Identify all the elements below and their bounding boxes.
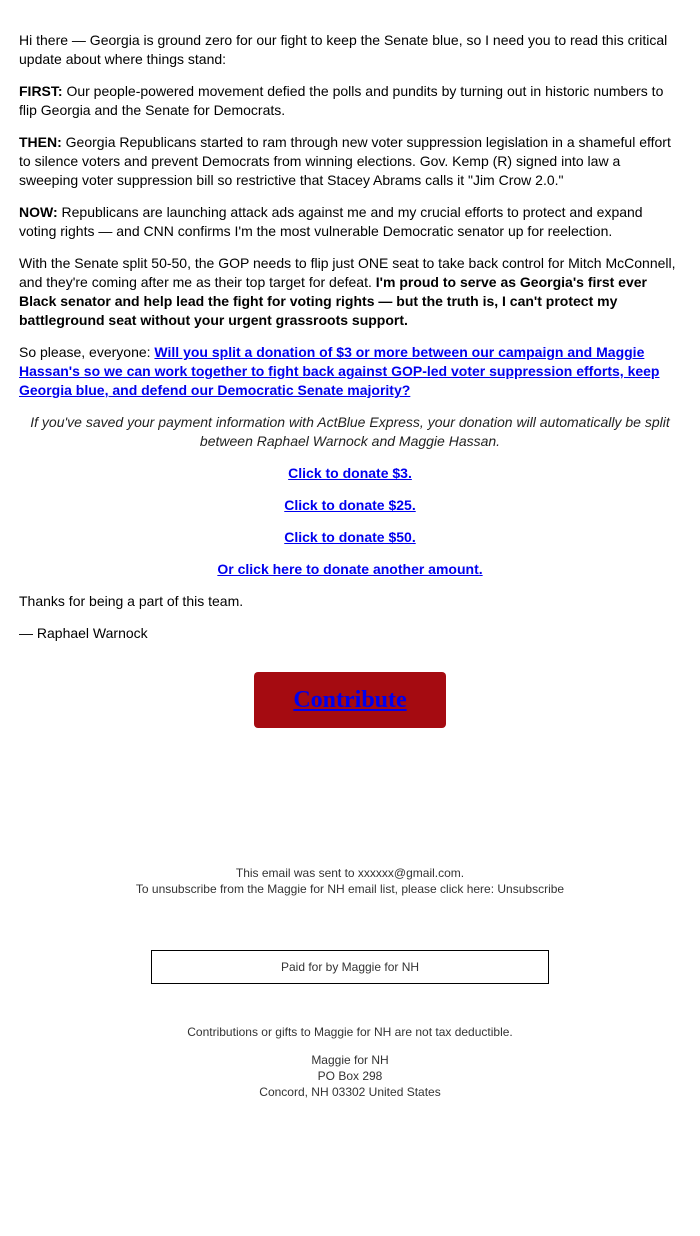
ask-text: So please, everyone:	[19, 344, 155, 360]
greeting-paragraph: Hi there — Georgia is ground zero for our fight to keep the Senate blue, so I need you to read this critical update about where things stand:	[19, 32, 668, 67]
thanks-line: Thanks for being a part of this team.	[19, 593, 244, 609]
split-donation-link[interactable]: Will you split a donation of $3 or more between our campaign and Maggie Hassan's so we can work together to fight back against GOP-led voter suppression efforts, keep Georgia blue, and defend our Democratic Senate majority?	[19, 344, 660, 398]
donate-row-25	[19, 496, 681, 515]
paid-for-box: Paid for by Maggie for NH	[151, 950, 549, 984]
now-text: Republicans are launching attack ads against me and my crucial efforts to protect and expand voting rights — and CNN confirms I'm the most vulnerable Democratic senator up for reelection.	[19, 204, 643, 239]
donate-3-link[interactable]: Click to donate $3.	[288, 465, 412, 481]
first-paragraph	[19, 82, 681, 120]
tax-note: Contributions or gifts to Maggie for NH are not tax deductible.	[187, 1025, 513, 1039]
donate-row-other	[19, 560, 681, 579]
sent-to-line: This email was sent to xxxxxx@gmail.com.	[235, 866, 465, 880]
unsubscribe-text: To unsubscribe from the Maggie for NH email list, please click here:	[135, 882, 498, 896]
signature: — Raphael Warnock	[19, 625, 148, 641]
email-footer	[0, 865, 700, 1100]
donate-25-link[interactable]: Click to donate $25.	[284, 497, 416, 513]
now-label: NOW:	[19, 204, 58, 220]
address-name: Maggie for NH	[311, 1053, 389, 1067]
donate-50-link[interactable]: Click to donate $50.	[284, 529, 416, 545]
unsubscribe-line	[0, 881, 700, 897]
first-label: FIRST:	[19, 83, 63, 99]
now-paragraph	[19, 203, 681, 241]
then-label: THEN:	[19, 134, 62, 150]
first-text: Our people-powered movement defied the polls and pundits by turning out in historic numbers to flip Georgia and the Senate for Democrats.	[19, 83, 664, 118]
then-text: Georgia Republicans started to ram through new voter suppression legislation in a shameful effort to silence voters and prevent Democrats from winning elections. Gov. Kemp (R) signed into law a sweeping voter suppression bill so restrictive that Stacey Abrams calls it "Jim Crow 2.0."	[19, 134, 671, 188]
address-line2: Concord, NH 03302 United States	[259, 1085, 441, 1099]
mailing-address	[0, 1052, 700, 1100]
donate-other-link[interactable]: Or click here to donate another amount.	[217, 561, 483, 577]
address-line1: PO Box 298	[317, 1069, 383, 1083]
ask-paragraph	[19, 343, 681, 400]
donate-row-3	[19, 464, 681, 483]
actblue-note: If you've saved your payment information with ActBlue Express, your donation will automatically be split between Raphael Warnock and Maggie Hassan.	[30, 414, 670, 449]
split-bold-text: I'm proud to serve as Georgia's first ever Black senator and help lead the fight for voting rights — but the truth is, I can't protect my battleground seat without your urgent grassroots support.	[19, 274, 647, 328]
split-paragraph	[19, 254, 681, 330]
split-text: With the Senate split 50-50, the GOP needs to flip just ONE seat to take back control for Mitch McConnell, and they're coming after me as their top target for defeat.	[19, 255, 676, 290]
cta-container	[19, 672, 681, 728]
unsubscribe-link[interactable]: Unsubscribe	[497, 882, 565, 896]
contribute-button[interactable]: Contribute	[254, 672, 446, 728]
then-paragraph	[19, 133, 681, 190]
donate-row-50	[19, 528, 681, 547]
